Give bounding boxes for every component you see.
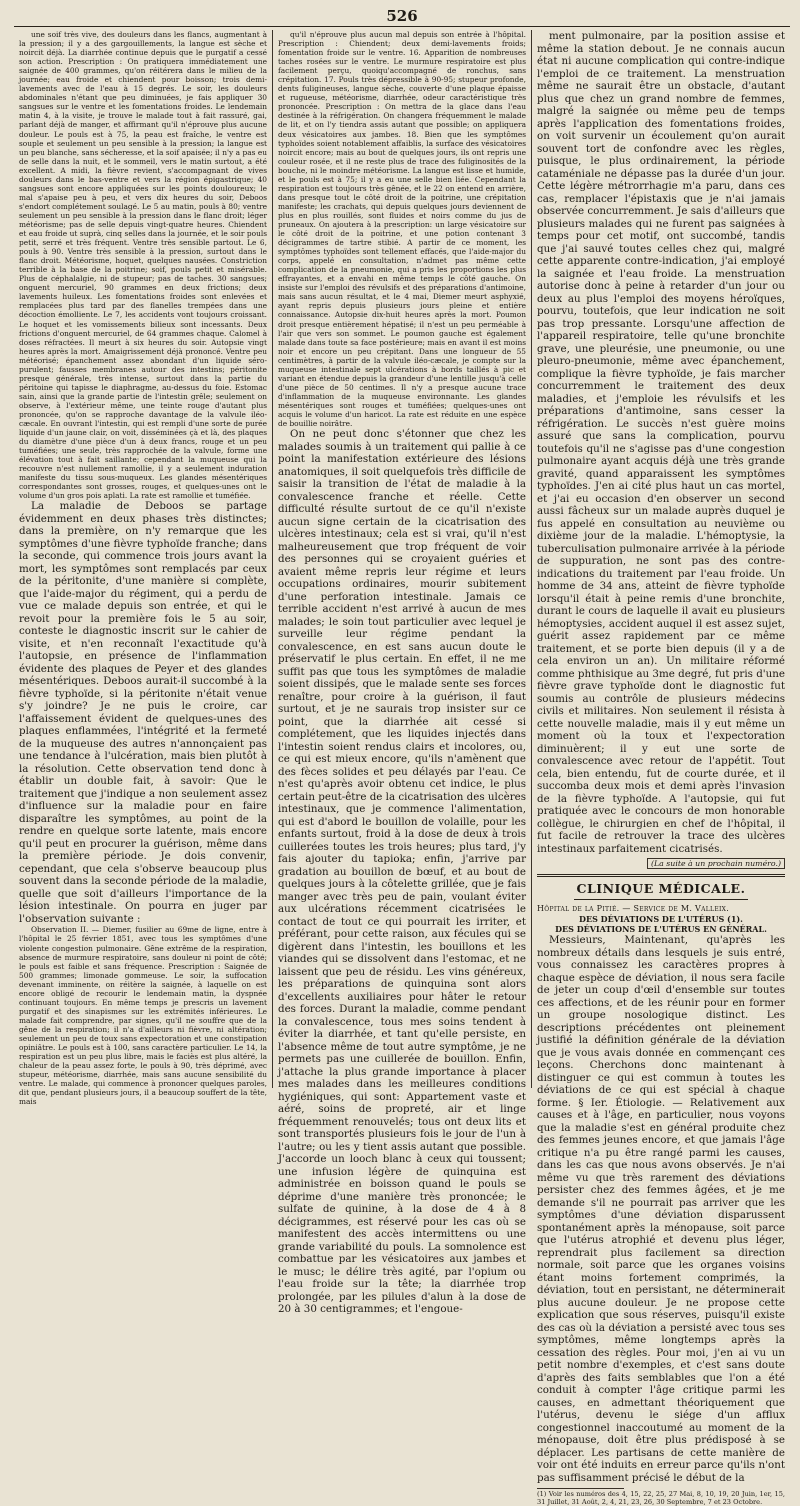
lecture-header: Hôpital de la Pitié. — Service de M. Valleix. [537, 904, 730, 913]
column-1 [14, 30, 272, 1107]
col3-lecture-text [537, 934, 785, 1484]
continued-label: (La suite à un prochain numéro.) [647, 858, 785, 869]
col1-observation-2-text [19, 925, 267, 1106]
text-columns [14, 30, 790, 1506]
col3-paragraph-large-b: Messieurs, Maintenant, qu'après les nombreux détails dans lesquels je suis entré, vous connaissez les caractères propres à chaque espèce de déviation, il nous sera facile de jeter un coup d'œil d'ensemble sur toutes ces affections, et de les réunir pour en former un groupe nosologique distinct. Les descriptions précédentes ont pleinement justifié la définition générale de la déviation que je vous avais donnée en commençant ces leçons. Cherchons donc maintenant à distinguer ce qui est commun à toutes les déviations de ce qui est spécial à chaque forme. § Ier. Étiologie. — Relativement aux causes et à l'âge, en particulier, nous voyons que la maladie s'est en général produite chez des femmes jeunes encore, et que jamais l'âge critique n'a pu être rangé parmi les causes, dans les cas que nous avons observés. Je n'ai même vu que très rarement des déviations persister chez des femmes âgées, et je me demande s'il ne pourrait pas arriver que les symptômes d'une déviation disparussent spontanément après la ménopause, soit parce que l'utérus atrophié et devenu plus léger, reprendrait plus facilement sa direction normale, soit parce que les organes voisins étant moins fortement comprimés, la déviation, tout en persistant, ne déterminerait plus aucune douleur. Je ne propose cette explication que sous réserves, puisqu'il existe des cas où la déviation a persisté avec tous ses symptômes, même longtemps après la cessation des règles. Pour moi, j'en ai vu un petit nombre d'exemples, et c'est sans doute d'après des faits semblables que l'on a été conduit à compter l'âge critique parmi les causes, en admettant théoriquement que l'utérus, devenu le siége d'un afflux congestionnel inaccoutumé au moment de la ménopause, doit être plus prédisposé à se déplacer. Les partisans de cette manière de voir ont été induits en erreur parce qu'ils n'ont pas suffisamment précisé le début de la [537, 934, 785, 1484]
col3-discussion-text [537, 30, 785, 855]
column-3 [531, 30, 790, 1506]
footnote-rule [537, 1488, 624, 1489]
to-be-continued-note [537, 859, 785, 868]
col2-paragraph-small-a: qu'il n'éprouve plus aucun mal depuis son entrée à l'hôpital. Prescription : Chiendent; deux demi-lavements froids; fomentation froide sur le ventre. 16. Apparition de nombreuses taches rosées sur le ventre. Le murmure respiratoire est plus facilement perçu, quoiqu'accompagné de ronchus, sans crépitation. 17. Pouls très dépressible à 90-95; stupeur profonde, dents fuligineuses, langue sèche, couverte d'une plaque épaisse et rugueuse, météorisme, diarrhée, odeur caractéristique très prononcée. Prescription : On mettra de la glace dans l'eau destinée à la réfrigération. On changera fréquemment le malade de lit, et on l'y tiendra assis autant que possible; on appliquera deux vésicatoires aux jambes. 18. Bien que les symptômes typhoïdes soient notablement affaiblis, la surface des vésicatoires noircit encore; mais au bout de quelques jours, ils ont repris une couleur rosée, et il ne reste plus de trace des fuliginosités de la bouche, ni le moindre météorisme. La langue est lisse et humide, et le pouls est à 75; il y a eu une selle bien liée. Cependant la respiration est toujours très gênée, et le 22 on entend en arrière, dans presque tout le côté droit de la poitrine, une crépitation manifeste; les crachats, qui depuis quelques jours deviennent de plus en plus rouillés, sont fluides et noirs comme du jus de pruneaux. On ajoutera à la prescription: un large vésicatoire sur le côté droit de la poitrine, et une potion contenant 3 décigrammes de tartre stibié. A partir de ce moment, les symptômes typhoïdes sont tellement effacés, que l'aide-major du corps, appelé en consultation, n'admet pas même cette complication de la pneumonie, qui a pris les proportions les plus effrayantes, et a envahi en même temps le côté gauche. On insiste sur l'emploi des révulsifs et des préparations d'antimoine, mais sans aucun résultat, et le 4 mai, Diemer meurt asphyxié, ayant repris depuis plusieurs jours pleine et entière connaissance. Autopsie dix-huit heures après la mort. Poumon droit presque entièrement hépatisé; il n'est un peu perméable à l'air que vers son sommet. Le poumon gauche est également malade dans toute sa face postérieure; mais en avant il est moins noir et encore un peu crépitant. Dans une longueur de 55 centimètres, à partir de la valvule iléo-cæcale, je compte sur la muqueuse intestinale sept ulcérations à bords taillés à pic et variant en étendue depuis la grandeur d'une lentille jusqu'à celle d'une pièce de 50 centimes. Il n'y a presque aucune trace d'inflammation de la muqueuse environnante. Les glandes mésentériques sont rouges et tuméfiées; quelques-unes ont acquis le volume d'un haricot. La rate est réduite en une espèce de bouillie noirâtre. [278, 30, 526, 429]
section-title-rule [574, 899, 748, 900]
footnote: (1) Voir les numéros des 4, 15, 22, 25, 27 Mai, 8, 10, 19, 20 Juin, 1er, 15, 31 Juillet, 31 Août, 2, 4, 21, 23, 26, 30 Septembre, 7 et 23 Octobre. [537, 1490, 785, 1506]
col1-paragraph-small-a: une soif très vive, des douleurs dans les flancs, augmentant à la pression; il y a des gargouillements, la langue est sèche et noircit déjà. La diarrhée continue depuis que le purgatif a cessé son action. Prescription : On pratiquera immédiatement une saignée de 400 grammes, qu'on réitérera dans le milieu de la journée; eau froide et chiendent pour boisson; trois demi-lavements avec de l'eau à 15 degrés. Le soir, les douleurs abdominales n'étant que peu diminuées, je fais appliquer 30 sangsues sur le ventre et les fomentations froides. Le lendemain matin 4, à la visite, je trouve le malade tout à fait rassuré, gai, parlant déjà de manger, et affirmant qu'il n'éprouve plus aucune douleur. Le pouls est à 75, la peau est fraîche, le ventre est souple et seulement un peu sensible à la pression; la langue est un peu blanche, sans sécheresse, et la soif apaisée; il n'y a pas eu de selle dans la nuit, et le sommeil, vers le matin surtout, a été excellent. A midi, la fièvre revient, s'accompagnant de vives douleurs dans le bas-ventre et vers la région épigastrique; 40 sangsues sont encore appliquées sur les points douloureux; le mal s'apaise peu à peu, et vers dix heures du soir, Deboos s'endort complétement soulagé. Le 5 au matin, pouls à 80; ventre seulement un peu sensible à la pression dans le flanc droit; léger météorisme; pas de selle depuis vingt-quatre heures. Chiendent et eau froide ut suprà, cinq selles dans la journée, et le soir pouls petit, serré et très fréquent. Ventre très sensible partout. Le 6, pouls à 90. Ventre très sensible à la pression, surtout dans le flanc droit. Météorisme, hoquet, quelques nausées. Constriction terrible à la base de la poitrine; soif, pouls petit et misérable. Plus de céphalalgie, ni de stupeur; pas de taches. 30 sangsues; onguent mercuriel, 90 grammes en deux frictions; deux lavements huileux. Les fomentations froides sont enlevées et remplacées plus tard par des flanelles trempées dans une décoction émolliente. Le 7, les accidents vont toujours croissant. Le hoquet et les vomissements bilieux sont incessants. Deux frictions d'onguent mercuriel, de 64 grammes chaque. Calomel à doses réfractées. Il meurt à six heures du soir. Autopsie vingt heures après la mort. Amaigrissement déjà prononcé. Ventre peu météorisé; épanchement assez abondant d'un liquide séro-purulent; fausses membranes autour des intestins; péritonite presque générale, très intense, surtout dans la partie du péritoine qui tapisse le diaphragme, au-dessus du foie. Estomac sain, ainsi que la grande partie de l'intestin grêle; seulement on observe, à l'extérieur même, une teinte rouge d'autant plus prononcée, qu'on se rapproche davantage de la valvule iléo-cæcale. En ouvrant l'intestin, qui est rempli d'une sorte de purée liquide d'un jaune clair, on voit, disséminées çà et là, des plaques du diamètre d'une pièce d'un à deux francs, rouge et un peu tuméfiées; une seule, très rapprochée de la valvule, forme une élévation tout à fait saillante; cependant la muqueuse qui la recouvre n'est nullement ramollie, il y a seulement induration manifeste du tissu sous-muqueux. Les glandes mésentériques correspondantes sont grosses, rouges, et quelques-unes ont le volume d'un gros pois aplati. La rate est ramollie et tuméfiée. [19, 30, 267, 501]
col2-paragraph-large-a: On ne peut donc s'étonner que chez les malades soumis à un traitement qui pallie à ce point la manifestation extérieure des lésions anatomiques, il soit quelquefois très difficile de saisir la transition de l'état de maladie à la convalescence franche et réelle. Cette difficulté résulte surtout de ce qu'il n'existe aucun signe certain de la cicatrisation des ulcères intestinaux; cela est si vrai, qu'il n'est malheureusement que trop fréquent de voir des personnes qui se croyaient guéries et avaient même repris leur régime et leurs occupations ordinaires, mourir subitement d'une perforation intestinale. Jamais ce terrible accident n'est arrivé à aucun de mes malades; le soin tout particulier avec lequel je surveille leur régime pendant la convalescence, en est sans aucun doute le préservatif le plus certain. En effet, il ne me suffit pas que tous les symptômes de maladie soient dissipés, que le malade sente ses forces renaître, pour croire à la guérison, il faut surtout, et je ne saurais trop insister sur ce point, que la diarrhée ait cessé si complétement, que les liquides injectés dans l'intestin soient rendus clairs et incolores, ou, ce qui est mieux encore, qu'ils n'amènent que des fèces solides et peu délayés par l'eau. Ce n'est qu'après avoir obtenu cet indice, le plus certain peut-être de la cicatrisation des ulcères intestinaux, que je commence l'alimentation, qui est d'abord le bouillon de volaille, pour les enfants surtout, froid à la dose de deux à trois cuillerées toutes les trois heures; plus tard, j'y fais ajouter du tapioka; enfin, j'arrive par gradation au bouillon de bœuf, et au bout de quelques jours à la côtelette grillée, que je fais manger avec très peu de pain, voulant éviter aux ulcérations récemment cicatrisées le contact de tout ce qui pourrait les irriter, et préférant, pour cette raison, aux fécules qui se digèrent dans l'intestin, les bouillons et les viandes qui se dissolvent dans l'estomac, et ne laissent que peu de résidu. Les vins généreux, les préparations de quinquina sont alors d'excellents auxiliaires pour hâter le retour des forces. Durant la maladie, comme pendant la convalescence, tous mes soins tendent à éviter la diarrhée, et tant qu'elle persiste, en l'absence même de tout autre symptôme, je ne permets pas une cuillerée de bouillon. Enfin, j'attache la plus grande importance à placer mes malades dans les meilleures conditions hygiéniques, qui sont: Appartement vaste et aéré, soins de propreté, air et linge fréquemment renouvelés; tous ont deux lits et sont transportés plusieurs fois le jour de l'un à l'autre; ou les y tient assis autant que possible. J'accorde un looch blanc à ceux qui toussent; une infusion légère de quinquina est administrée en boisson quand le pouls se déprime d'une manière très prononcée; le sulfate de quinine, à la dose de 4 à 8 décigrammes, est réservé pour les cas où se manifestent des accès intermittens ou une grande variabilité du pouls. La somnolence est combattue par les vésicatoires aux jambes et le musc; le délire très agité, par l'opium ou l'eau froide sur la tête; la diarrhée trop prolongée, par les pilules d'alun à la dose de 20 à 30 centigrammes; et l'engoue- [278, 428, 526, 1316]
lecture-subtitle-1: DES DÉVIATIONS DE L'UTÉRUS (1). [579, 914, 743, 924]
header-rule [14, 26, 790, 27]
lecture-subtitle-2: DES DÉVIATIONS DE L'UTÉRUS EN GÉNÉRAL. [555, 924, 767, 934]
col3-paragraph-large-a: ment pulmonaire, par la position assise et même la station debout. Je ne connais aucun état ni aucune complication qui contre-indique l'emploi de ce traitement. La menstruation même ne saurait être un obstacle, d'autant plus que chez un grand nombre de femmes, malgré la saignée ou même peu de temps après l'application des fomentations froides, on voit survenir un écoulement qu'on aurait souvent tort de confondre avec les règles, puisque, le plus ordinairement, la période cataméniale ne dépasse pas la durée d'un jour. Cette légère métrorrhagie m'a paru, dans ces cas, remplacer l'épistaxis que je n'ai jamais observée concurremment. Je sais d'ailleurs que plusieurs malades qui ne furent pas saignées à temps pour cet motif, ont succombé, tandis que j'ai sauvé toutes celles chez qui, malgré cette apparente contre-indication, j'ai employé la saignée et l'eau froide. La menstruation autorise donc à peine à retarder d'un jour ou deux au plus l'emploi des moyens héroïques, pourvu, toutefois, que leur indication ne soit pas trop pressante. Lorsqu'une affection de l'appareil respiratoire, telle qu'une bronchite grave, une pleurésie, une pneumonie, ou une pleuro-pneumonie, même avec épanchement, complique la fièvre typhoïde, je fais marcher concurremment le traitement des deux maladies, et j'emploie les révulsifs et les préparations d'antimoine, sans cesser la réfrigération. Le succès n'est guère moins assuré que sans la complication, pourvu toutefois qu'il ne s'agisse pas d'une congestion pulmonaire ayant acquis déjà une très grande gravité, quand apparaissent les symptômes typhoïdes. J'en ai cité plus haut un cas mortel, et j'ai eu occasion d'en observer un second aussi fâcheux sur un malade auprès duquel je fus appelé en consultation au neuvième ou dixième jour de la maladie. L'hémoptysie, la tuberculisation pulmonaire arrivée à la période de suppuration, ne sont pas des contre-indications du traitement par l'eau froide. Un homme de 34 ans, atteint de fièvre typhoïde lorsqu'il était à peine remis d'une bronchite, durant le cours de laquelle il avait eu plusieurs hémoptysies, accident auquel il est assez sujet, guérit assez rapidement par ce même traitement, et se porte bien depuis (il y a de cela environ un an). Un militaire réformé comme phthisique au 3me degré, fut pris d'une fièvre grave typhoïde dont le diagnostic fut soumis au contrôle de plusieurs médecins civils et militaires. Non seulement il résista à cette nouvelle maladie, mais il y eut même un moment où la toux et l'expectoration diminuèrent; il y eut une sorte de convalescence avec retour de l'appétit. Tout cela, bien entendu, fut de courte durée, et il succomba deux mois et demi après l'invasion de la fièvre typhoïde. A l'autopsie, qui fut pratiquée avec le concours de mon honorable collègue, le chirurgien en chef de l'hôpital, il fut facile de retrouver la trace des ulcères intestinaux parfaitement cicatrisés. [537, 30, 785, 855]
col1-observation-text [19, 30, 267, 500]
col1-paragraph-small-b: Observation II. — Diemer, fusilier au 69me de ligne, entre à l'hôpital le 25 février 1851, avec tous les symptômes d'une violente congestion pulmonaire. Gêne extrême de la respiration, absence de murmure respiratoire, sans douleur ni point de côté; le pouls est faible et sans fréquence. Prescription : Saignée de 500 grammes; limonade gommeuse. Le soir, la suffocation devenant imminente, on réitère la saignée, à laquelle on est encore obligé de recourir le lendemain matin, la dyspnée continuant toujours. En même temps je prescris un lavement purgatif et des sinapismes sur les extrémités inférieures. Le malade fait comprendre, par signes, qu'il ne souffre que de la gêne de la respiration; il n'a d'ailleurs ni fièvre, ni altération; seulement un peu de toux sans expectoration et une constipation opiniâtre. Le pouls est à 100, sans caractère particulier. Le 14, la respiration est un peu plus libre, mais le faciès est plus altéré, la chaleur de la peau assez forte, le pouls à 90, très déprimé, avec stupeur, météorisme, diarrhée, mais sans aucune sensibilité du ventre. Le malade, qui commence à prononcer quelques paroles, dit que, pendant plusieurs jours, il a beaucoup souffert de la tête, mais [19, 925, 267, 1107]
section-title: CLINIQUE MÉDICALE. [576, 881, 746, 896]
col2-observation-text [278, 30, 526, 428]
col2-discussion-text [278, 428, 526, 1316]
page-number: 526 [386, 7, 418, 25]
col1-discussion-text [19, 500, 267, 925]
col1-paragraph-large-a: La maladie de Deboos se partage évidemment en deux phases très distinctes; dans la première, on n'y remarque que les symptômes d'une fièvre typhoïde franche; dans la seconde, qui commence trois jours avant la mort, les symptômes sont remplacés par ceux de la péritonite, d'une manière si complète, que l'aide-major du régiment, qui a perdu de vue ce malade depuis son entrée, et qui le revoit pour la première fois le 5 au soir, conteste le diagnostic inscrit sur le cahier de visite, et n'en reconnaît l'exactitude qu'à l'autopsie, en présence de l'inflammation évidente des plaques de Peyer et des glandes mésentériques. Deboos aurait-il succombé à la fièvre typhoïde, si la péritonite n'était venue s'y joindre? Je ne puis le croire, car l'affaissement évident de quelques-unes des plaques enflammées, l'intégrité et la fermeté de la muqueuse des autres n'annonçaient pas une tendance à l'ulcération, mais bien plutôt à la résolution. Cette observation tend donc à établir un double fait, à savoir: Que le traitement que j'indique a non seulement assez d'influence sur la maladie pour en faire disparaître les symptômes, au point de la rendre en quelque sorte latente, mais encore qu'il peut en procurer la guérison, même dans la première période. Je dois convenir, cependant, que cela s'observe beaucoup plus souvent dans la seconde période de la maladie, quelle que soit d'ailleurs l'importance de la lésion intestinale. On pourra en juger par l'observation suivante : [19, 500, 267, 925]
column-2 [272, 30, 531, 1316]
